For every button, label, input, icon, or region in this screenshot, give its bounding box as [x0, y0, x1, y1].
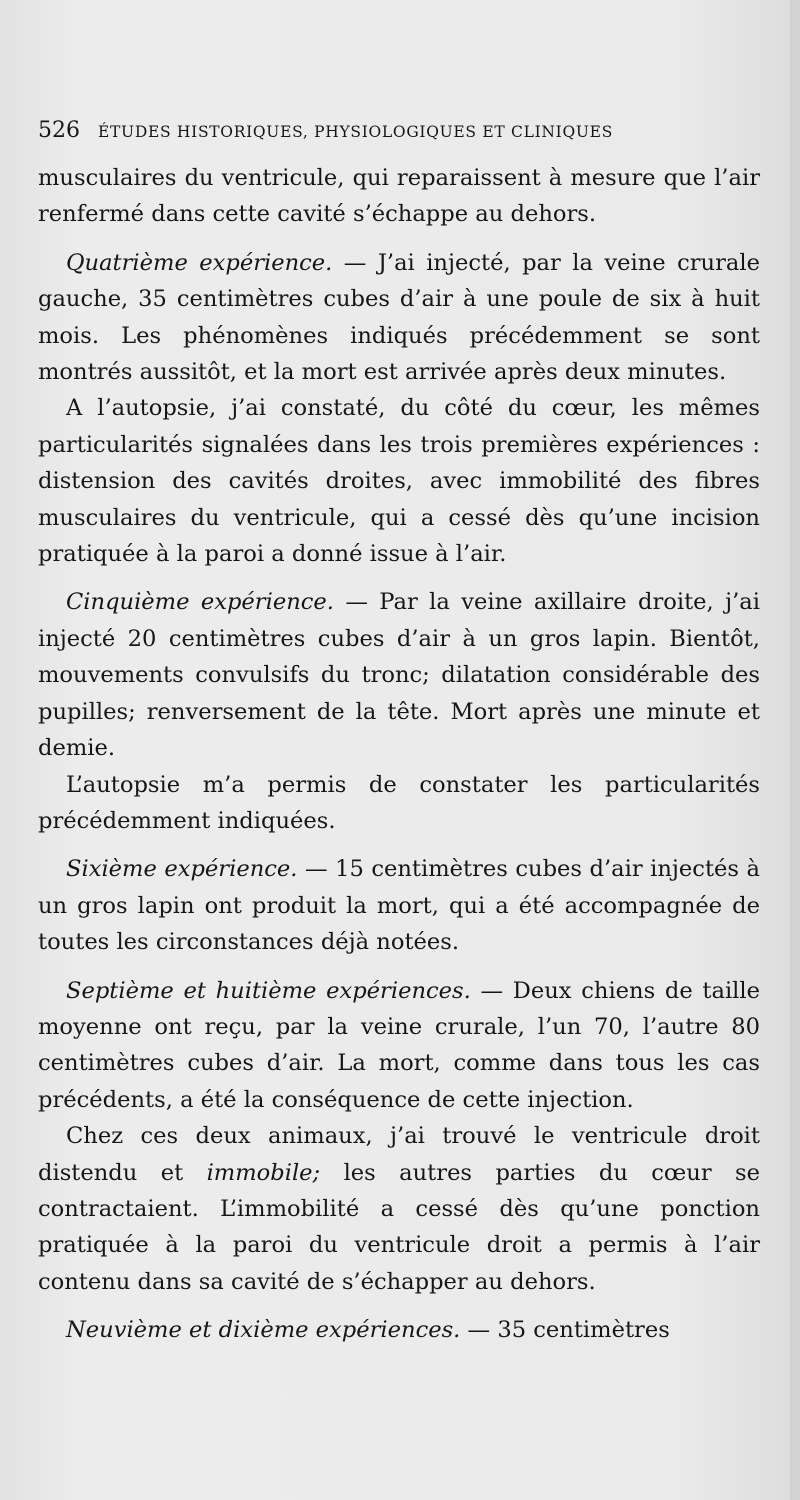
- page-number: 526: [38, 118, 80, 143]
- paragraph-experiment-9-10: [38, 1312, 760, 1348]
- body-text: [38, 160, 760, 1349]
- paragraph-text: — Par la veine axillaire droite, j’ai injecté 20 centimètres cubes d’air à un gros lapin. Bientôt, mouvements convulsifs du tronc; dilatation considérable des pupilles; renversement de la tête. Mort après une minute et demie.: [38, 589, 760, 762]
- experiment-heading: Cinquième expérience.: [66, 589, 334, 616]
- paragraph-autopsy-5: [38, 767, 760, 840]
- paragraph-experiment-4: [38, 245, 760, 391]
- paragraph-text: — Deux chiens de taille moyenne ont reçu, par la veine crurale, l’un 70, l’autre 80 centimètres cubes d’air. La mort, comme dans tous les cas précédents, a été la conséquence de cette injection.: [38, 977, 760, 1113]
- paragraph-experiment-7-8: [38, 973, 760, 1119]
- paragraph-autopsy-4: [38, 390, 760, 572]
- experiment-heading: Neuvième et dixième expériences.: [66, 1317, 461, 1344]
- paragraph-experiment-5: [38, 584, 760, 766]
- paragraph-text: L’autopsie m’a permis de constater les particularités précédemment indiquées.: [38, 771, 760, 834]
- paragraph-text: Chez ces deux animaux, j’ai trouvé le ventricule droit distendu et: [38, 1123, 760, 1186]
- paragraph-text: les autres parties du cœur se contractaient. L’immobilité a cessé dès qu’une ponction pratiquée à la paroi du ventricule droit a permis à l’air contenu dans sa cavité de s’échapper au dehors.: [38, 1159, 760, 1295]
- experiment-heading: Septième et huitième expériences.: [66, 977, 471, 1004]
- paragraph-autopsy-7-8: [38, 1118, 760, 1300]
- paragraph-experiment-6: [38, 851, 760, 960]
- emphasis-text: immobile;: [206, 1159, 321, 1186]
- running-head: [38, 118, 760, 154]
- paragraph-text: — J’ai injecté, par la veine crurale gauche, 35 centimètres cubes d’air à une poule de six à huit mois. Les phénomènes indiqués précédemment se sont montrés aussitôt, et la mort est arrivée après deux minutes.: [38, 249, 760, 386]
- paragraph-text: — 35 centimètres: [460, 1317, 670, 1344]
- paragraph-text: — 15 centimètres cubes d’air injectés à un gros lapin ont produit la mort, qui a été accompagnée de toutes les circonstances déjà notées.: [38, 856, 760, 956]
- paragraph-continuation: [38, 160, 760, 233]
- experiment-heading: Quatrième expérience.: [66, 249, 333, 276]
- running-title: ÉTUDES HISTORIQUES, PHYSIOLOGIQUES ET CLINIQUES: [98, 123, 614, 141]
- experiment-heading: Sixième expérience.: [66, 856, 298, 883]
- paragraph-text: A l’autopsie, j’ai constaté, du côté du cœur, les mêmes particularités signalées dans les trois premières expériences : distension des cavités droites, avec immobilité des fibres musculaires du ventricule, qui a cessé dès qu’une incision pratiquée à la paroi a donné issue à l’air.: [38, 395, 760, 568]
- paragraph-text: musculaires du ventricule, qui reparaissent à mesure que l’air renfermé dans cette cavité s’échappe au dehors.: [38, 165, 760, 228]
